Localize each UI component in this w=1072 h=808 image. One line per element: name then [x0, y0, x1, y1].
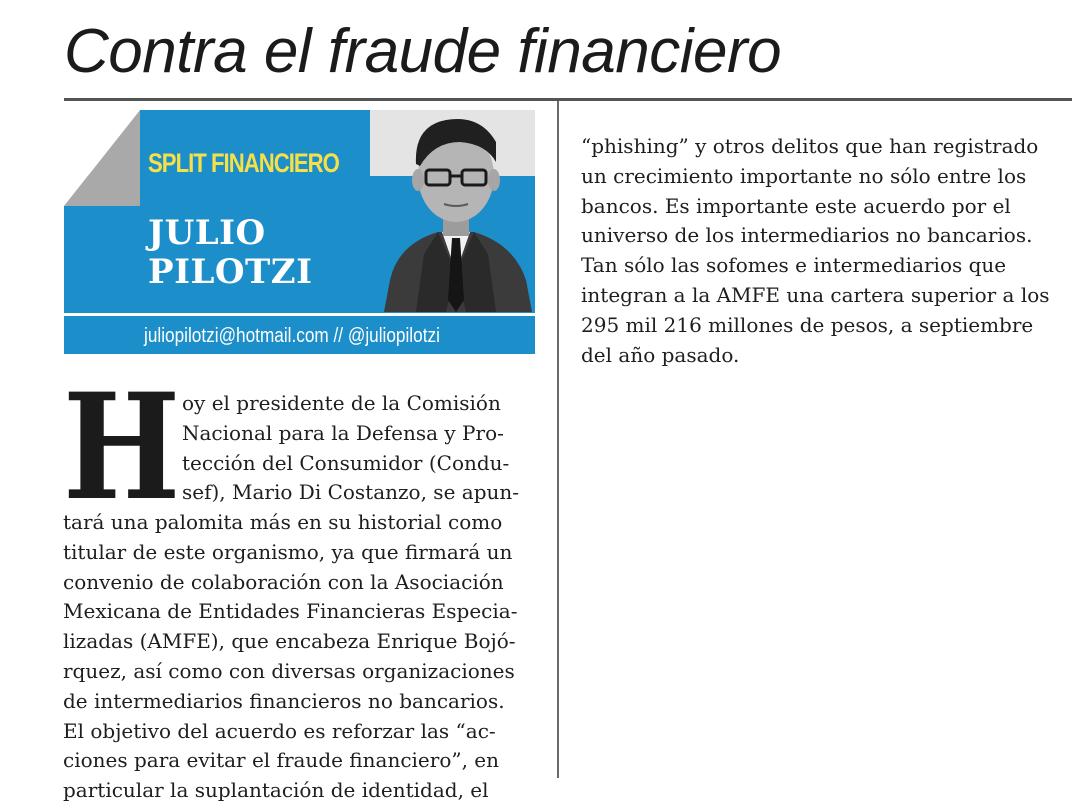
article-line: tará una palomita más en su historial como: [63, 510, 503, 534]
headline: Contra el fraude financiero: [64, 17, 782, 86]
article-line: un crecimiento importante no sólo entre los: [581, 163, 1027, 188]
contact-bar: [64, 316, 535, 354]
article-left-column: [63, 508, 517, 806]
article-line: del año pasado.: [581, 342, 740, 367]
article-line: sef), Mario Di Costanzo, se apun-: [182, 480, 520, 505]
article-line: El objetivo del acuerdo es reforzar las “ac-: [63, 718, 496, 743]
column-banner: [64, 110, 535, 354]
article-line: particular la suplantación de identidad, el: [63, 778, 489, 803]
author-first-name: JULIO: [148, 213, 266, 253]
author-contact[interactable]: juliopilotzi@hotmail.com // @juliopilotzi: [144, 325, 440, 347]
page-fold-corner: [64, 110, 140, 206]
article-line: Mexicana de Entidades Financieras Especia-: [63, 599, 518, 624]
article-line: 295 mil 216 millones de pesos, a septiembre: [581, 312, 1034, 337]
article-line: Nacional para la Defensa y Pro-: [182, 420, 504, 445]
article-line: rquez, así como con diversas organizaciones: [63, 658, 515, 683]
article-line: ciones para evitar el fraude financiero”, en: [63, 748, 500, 773]
drop-cap: H: [63, 362, 181, 533]
article-line: de intermediarios financieros no bancarios.: [63, 688, 505, 713]
article-line: universo de los intermediarios no bancarios.: [581, 223, 1033, 248]
article-line: tección del Consumidor (Condu-: [182, 450, 510, 475]
article-line: lizadas (AMFE), que encabeza Enrique Bojó-: [63, 629, 516, 654]
author-photo: [376, 110, 535, 312]
article-line: integran a la AMFE una cartera superior a los: [581, 282, 1050, 307]
column-divider: [557, 101, 559, 778]
author-last-name: PILOTZI: [148, 252, 313, 292]
article-right-column: [581, 132, 1050, 370]
author-name: [148, 214, 313, 292]
article-line: titular de este organismo, ya que firmará un: [63, 539, 513, 564]
headline-rule: [64, 98, 1072, 101]
article-line: Tan sólo las sofomes e intermediarios que: [581, 253, 1007, 278]
article-intro-lines: [182, 389, 519, 508]
article-line: convenio de colaboración con la Asociación: [63, 569, 504, 594]
column-section-name: SPLIT FINANCIERO: [148, 148, 339, 178]
article-line: oy el presidente de la Comisión: [182, 391, 501, 415]
article-line: bancos. Es importante este acuerdo por el: [581, 193, 1011, 218]
article-line: “phishing” y otros delitos que han registrado: [581, 134, 1039, 158]
